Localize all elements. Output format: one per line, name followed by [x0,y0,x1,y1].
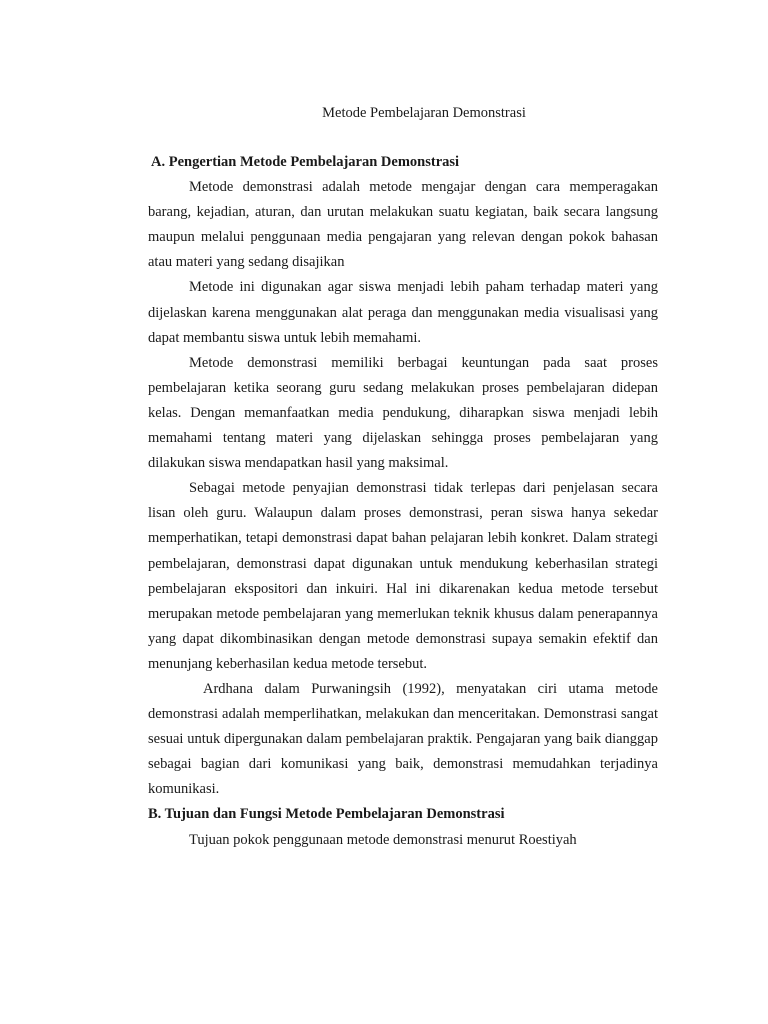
paragraph-a4: Sebagai metode penyajian demonstrasi tidak terlepas dari penjelasan secara lisan oleh guru. Walaupun dalam proses demonstrasi, peran siswa hanya sekedar memperhatikan, tetapi demonstrasi dapat bahan pelajaran lebih konkret. Dalam strategi pembelajaran, demonstrasi dapat digunakan untuk mendukung keberhasilan strategi pembelajaran ekspositori dan inkuiri. Hal ini dikarenakan kedua metode tersebut merupakan metode pembelajaran yang memerlukan teknik khusus dalam penerapannya yang dapat dikombinasikan dengan metode demonstrasi supaya semakin efektif dan menunjang keberhasilan kedua metode tersebut. [148,480,658,672]
paragraph-a3: Metode demonstrasi memiliki berbagai keuntungan pada saat proses pembelajaran ketika seorang guru sedang melakukan proses pembelajaran didepan kelas. Dengan memanfaatkan media pendukung, diharapkan siswa menjadi lebih memahami tentang materi yang dijelaskan sehingga proses pembelajaran yang dilakukan siswa mendapatkan hasil yang maksimal. [148,354,658,472]
paragraph-a5: Ardhana dalam Purwaningsih (1992), menyatakan ciri utama metode demonstrasi adalah memperlihatkan, melakukan dan menceritakan. Demonstrasi sangat sesuai untuk dipergunakan dalam pembelajaran praktik. Pengajaran yang baik dianggap sebagai bagian dari komunikasi yang baik, demonstrasi memudahkan terjadinya komunikasi. [148,680,658,798]
section-a-heading: A. Pengertian Metode Pembelajaran Demonstrasi [151,154,460,170]
section-b-heading: B. Tujuan dan Fungsi Metode Pembelajaran Demonstrasi [148,806,505,823]
document-title: Metode Pembelajaran Demonstrasi [322,105,526,121]
document-body [148,150,658,853]
paragraph-b1: Tujuan pokok penggunaan metode demonstrasi menurut Roestiyah [189,831,577,848]
paragraph-a2: Metode ini digunakan agar siswa menjadi lebih paham terhadap materi yang dijelaskan karena menggunakan alat peraga dan menggunakan media visualisasi yang dapat membantu siswa untuk lebih memahami. [148,279,658,346]
paragraph-a1: Metode demonstrasi adalah metode mengajar dengan cara memperagakan barang, kejadian, aturan, dan urutan melakukan suatu kegiatan, baik secara langsung maupun melalui penggunaan media pengajaran yang relevan dengan pokok bahasan atau materi yang sedang disajikan [148,179,658,271]
